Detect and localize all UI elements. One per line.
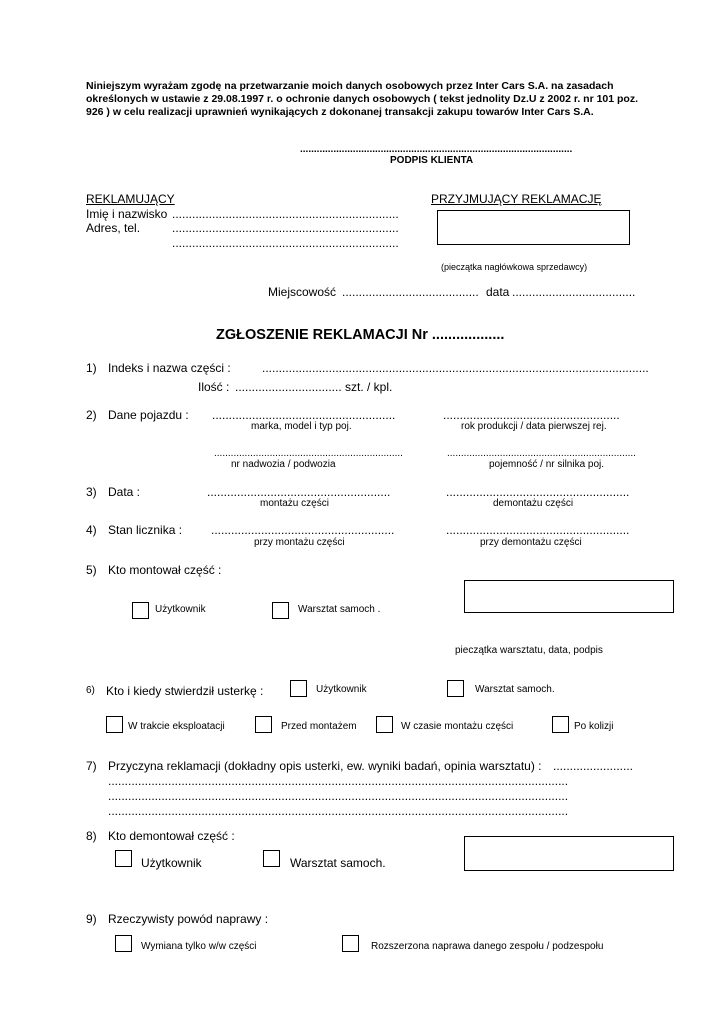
mount-date-caption: montażu części — [260, 498, 329, 509]
section-4-number: 4) — [86, 523, 97, 537]
seller-stamp-box — [437, 210, 630, 245]
name-label: Imię i nazwisko — [86, 207, 168, 221]
address-label: Adres, tel. — [86, 221, 141, 235]
detector-workshop-label: Warsztat samoch. — [475, 684, 555, 695]
reason-field-line[interactable]: .......................................................................................................................................... — [108, 774, 569, 788]
odometer-mount-field[interactable]: ....................................................... — [211, 523, 395, 537]
installer-user-label: Użytkownik — [155, 604, 206, 615]
before-mounting-label: Przed montażem — [281, 721, 357, 732]
seller-stamp-caption: (pieczątka nagłówkowa sprzedawcy) — [441, 262, 588, 272]
reason-field-first[interactable]: ........................ — [553, 759, 634, 773]
quantity-label: Ilość : — [198, 380, 230, 394]
dismounter-user-checkbox[interactable] — [115, 850, 132, 867]
section-8-number: 8) — [86, 829, 97, 843]
after-collision-label: Po kolizji — [574, 721, 614, 732]
part-name-field[interactable]: .................................................................................................................... — [262, 361, 649, 375]
production-year-caption: rok produkcji / data pierwszej rej. — [461, 421, 607, 432]
quantity-unit: szt. / kpl. — [345, 380, 393, 394]
address-field-1[interactable]: .................................................................... — [172, 221, 399, 235]
installer-stamp-box — [464, 580, 674, 613]
detector-workshop-checkbox[interactable] — [447, 680, 464, 697]
signature-dots: .................................................................................................. — [300, 144, 573, 155]
complainant-heading: REKLAMUJĄCY — [86, 192, 175, 206]
before-mounting-checkbox[interactable] — [255, 716, 272, 733]
dismounter-workshop-checkbox[interactable] — [263, 850, 280, 867]
reason-field-line[interactable]: .......................................................................................................................................... — [108, 804, 569, 818]
replace-only-checkbox[interactable] — [115, 935, 132, 952]
installer-user-checkbox[interactable] — [132, 602, 149, 619]
odometer-dismount-caption: przy demontażu części — [480, 537, 582, 548]
installer-workshop-label: Warsztat samoch . — [298, 604, 381, 615]
extended-repair-checkbox[interactable] — [342, 935, 359, 952]
chassis-number-caption: nr nadwozia / podwozia — [231, 459, 336, 470]
place-label: Miejscowość — [268, 285, 337, 299]
section-7-label: Przyczyna reklamacji (dokładny opis usterki, ew. wyniki badań, opinia warsztatu) : — [108, 759, 542, 773]
during-mounting-checkbox[interactable] — [376, 716, 393, 733]
section-9-number: 9) — [86, 912, 97, 926]
section-6-number: 6) — [86, 685, 95, 696]
engine-field[interactable]: .................................................................... — [447, 448, 636, 459]
detector-user-checkbox[interactable] — [290, 680, 307, 697]
section-7-number: 7) — [86, 759, 97, 773]
dismount-date-field[interactable]: ....................................................... — [446, 485, 630, 499]
extended-repair-label: Rozszerzona naprawa danego zespołu / podzespołu — [371, 941, 604, 952]
after-collision-checkbox[interactable] — [552, 716, 569, 733]
installer-workshop-checkbox[interactable] — [272, 602, 289, 619]
receiver-heading: PRZYJMUJĄCY REKLAMACJĘ — [431, 192, 602, 206]
signature-label: PODPIS KLIENTA — [390, 155, 474, 166]
dismounter-workshop-label: Warsztat samoch. — [290, 856, 386, 870]
date-label: data — [486, 285, 510, 299]
detector-user-label: Użytkownik — [316, 684, 367, 695]
during-mounting-label: W czasie montażu części — [401, 721, 514, 732]
section-3-number: 3) — [86, 485, 97, 499]
place-field[interactable]: ......................................... — [342, 285, 479, 299]
during-operation-label: W trakcie eksploatacji — [128, 721, 225, 732]
engine-caption: pojemność / nr silnika poj. — [489, 459, 605, 470]
section-9-label: Rzeczywisty powód naprawy : — [108, 912, 269, 926]
section-5-number: 5) — [86, 563, 97, 577]
vehicle-make-caption: marka, model i typ poj. — [251, 421, 352, 432]
odometer-dismount-field[interactable]: ....................................................... — [446, 523, 630, 537]
section-2-number: 2) — [86, 408, 97, 422]
section-8-label: Kto demontował część : — [108, 829, 235, 843]
production-year-field[interactable]: ..................................................... — [443, 408, 620, 422]
reason-field-line[interactable]: .......................................................................................................................................... — [108, 789, 569, 803]
consent-text: Niniejszym wyrażam zgodę na przetwarzanie moich danych osobowych przez Inter Cars S.A. na zasadach określonych w ustawie z 29.08.1997 r. o ochronie danych osobowych ( tekst jednolity Dz.U z 2002 r. nr 101 poz. 926 ) w celu realizacji uprawnień wynikających z dokonanej transakcji zakupu towarów Inter Cars S.A. — [86, 80, 639, 118]
chassis-number-field[interactable]: .................................................................... — [214, 448, 403, 459]
section-2-label: Dane pojazdu : — [108, 408, 189, 422]
section-1-label: Indeks i nazwa części : — [108, 361, 231, 375]
section-5-label: Kto montował część : — [108, 563, 222, 577]
dismount-date-caption: demontażu części — [493, 498, 574, 509]
mount-date-field[interactable]: ....................................................... — [207, 485, 391, 499]
section-3-label: Data : — [108, 485, 141, 499]
dismounter-user-label: Użytkownik — [141, 856, 202, 870]
vehicle-make-field[interactable]: ....................................................... — [212, 408, 396, 422]
installer-stamp-caption: pieczątka warsztatu, data, podpis — [455, 645, 603, 656]
replace-only-label: Wymiana tylko w/w części — [141, 941, 257, 952]
dismounter-stamp-box — [464, 836, 674, 871]
section-1-number: 1) — [86, 361, 97, 375]
during-operation-checkbox[interactable] — [106, 716, 123, 733]
name-field[interactable]: .................................................................... — [172, 207, 399, 221]
date-field[interactable]: ..................................... — [512, 285, 636, 299]
form-title: ZGŁOSZENIE REKLAMACJI Nr .................. — [216, 327, 505, 343]
odometer-mount-caption: przy montażu części — [254, 537, 345, 548]
address-field-2[interactable]: .................................................................... — [172, 236, 399, 250]
section-6-label: Kto i kiedy stwierdził usterkę : — [106, 684, 264, 698]
section-4-label: Stan licznika : — [108, 523, 183, 537]
quantity-field[interactable]: ................................ — [235, 380, 342, 394]
